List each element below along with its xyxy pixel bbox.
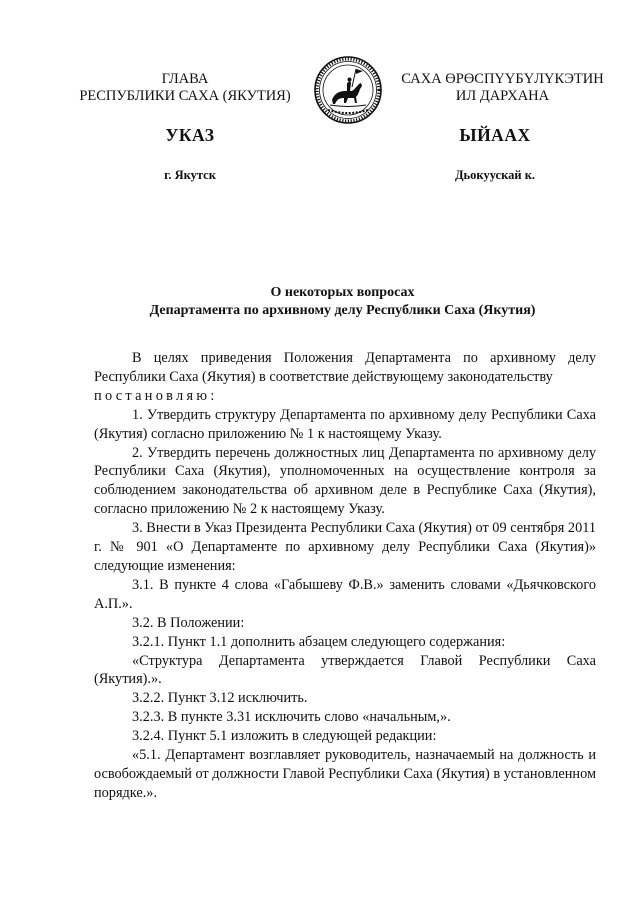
item-1: 1. Утвердить структуру Департамента по архивному делу Республики Саха (Якутия) согласно приложению № 1 к настоящему Указу. (94, 406, 596, 442)
city-russian: г. Якутск (164, 168, 216, 182)
item-3-2-4: 3.2.4. Пункт 5.1 изложить в следующей редакции: (132, 728, 437, 745)
decree-title-line1: О некоторых вопросах (270, 285, 415, 300)
item-3-2-1-quote: «Структура Департамента утверждается Главой Республики Саха (Якутия).». (94, 652, 596, 688)
header-left-title: ГЛАВА (161, 71, 209, 87)
item-3-2-1: 3.2.1. Пункт 1.1 дополнить абзацем следующего содержания: (132, 633, 506, 650)
item-2: 2. Утвердить перечень должностных лиц Департамента по архивному делу Республики Саха (Якутия), уполномоченных на осуществление контроля за соблюдением законодательства об архивном деле в Республике Саха (Якутия), согласно приложению № 2 к настоящему Указу. (94, 444, 596, 518)
postanovlyayu-word: постановляю: (94, 387, 218, 404)
city-yakut: Дьокуускай к. (454, 168, 536, 182)
item-3: 3. Внести в Указ Президента Республики Саха (Якутия) от 09 сентября 2011 г. № 901 «О Департаменте по архивному делу Республики Саха (Якутия)» следующие изменения: (94, 520, 596, 574)
item-3-2-4-quote: «5.1. Департамент возглавляет руководитель, назначаемый на должность и освобождаемый от должности Главой Республики Саха (Якутия) в установленном порядке.». (94, 747, 596, 801)
decree-label-yakut: ЫЙААХ (459, 125, 531, 145)
header-right-title: САХА ӨРӨСПҮҮБҮЛҮКЭТИН (401, 71, 604, 87)
header-right (395, 71, 610, 105)
decree-title-line2: Департамента по архивному делу Республики Саха (Якутия) (149, 303, 536, 318)
item-3-1: 3.1. В пункте 4 слова «Габышеву Ф.В.» заменить словами «Дьячковского А.П.». (94, 576, 596, 612)
header-left (60, 71, 310, 105)
item-3-2-2: 3.2.2. Пункт 3.12 исключить. (132, 690, 308, 707)
intro-paragraph: В целях приведения Положения Департамента по архивному делу Республики Саха (Якутия) в соответствие действующему законодательству (94, 350, 596, 385)
coat-of-arms-emblem-icon (314, 56, 382, 124)
decree-title (90, 284, 595, 320)
item-3-2-3: 3.2.3. В пункте 3.31 исключить слово «начальным,». (132, 709, 451, 726)
header-right-subtitle: ИЛ ДАРХАНА (455, 88, 550, 104)
header-left-republic: РЕСПУБЛИКИ САХА (ЯКУТИЯ) (79, 88, 291, 104)
decree-body (94, 349, 596, 803)
item-3-2: 3.2. В Положении: (132, 614, 245, 631)
decree-label-russian: УКАЗ (165, 125, 215, 145)
